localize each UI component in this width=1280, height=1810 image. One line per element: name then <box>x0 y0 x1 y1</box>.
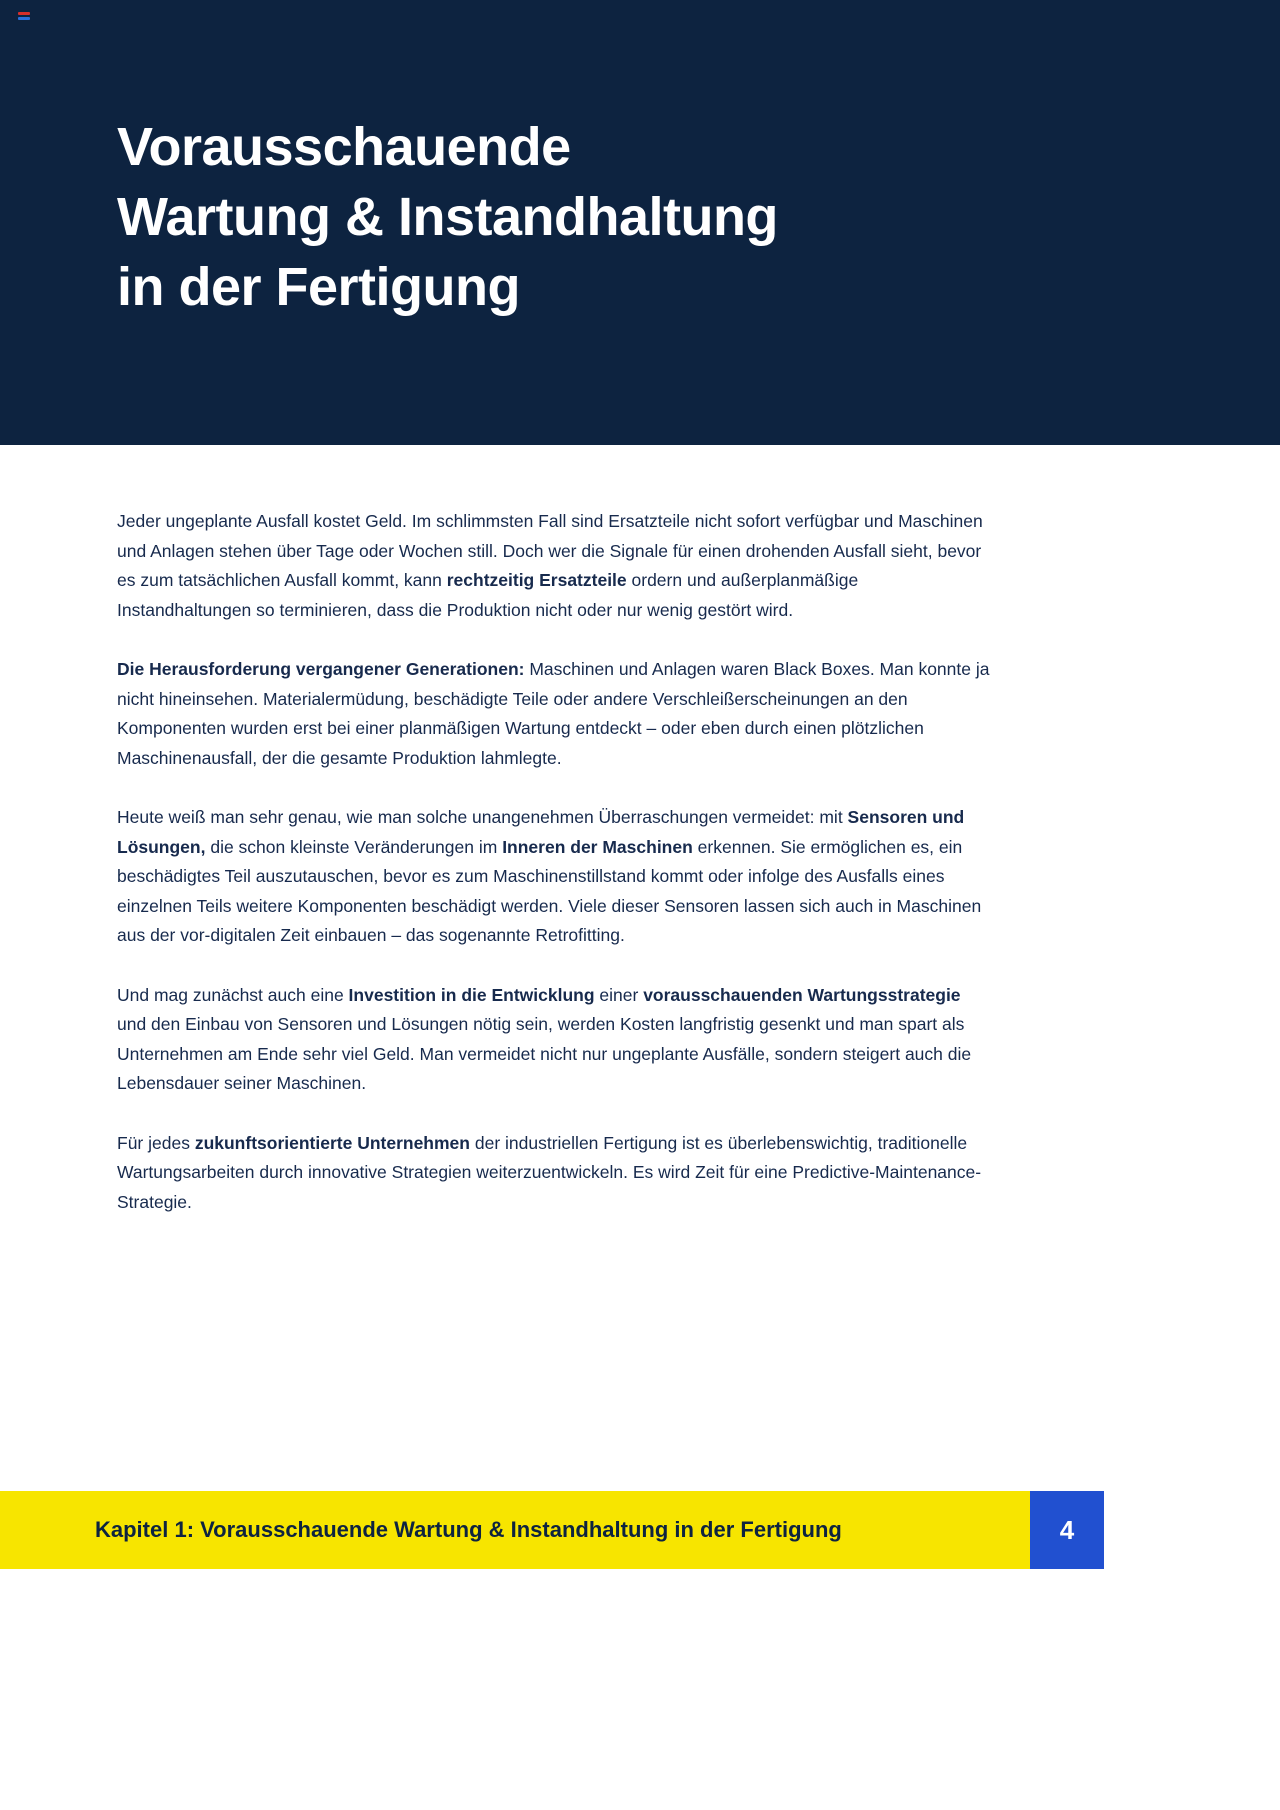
paragraph-run: und den Einbau von Sensoren und Lösungen nötig sein, werden Kosten langfristig gesenkt und man spart als Unternehmen am Ende sehr viel Geld. Man vermeidet nicht nur ungeplante Ausfälle, sondern steigert auch die Lebensdauer seiner Maschinen. <box>117 1014 972 1093</box>
paragraph <box>117 507 990 625</box>
page-title <box>117 112 1200 322</box>
body-content <box>0 445 1280 1217</box>
paragraph-run: Für jedes <box>117 1132 195 1153</box>
paragraph-run: der industriellen Fertigung ist es überlebenswichtig, traditionelle Wartungsarbeiten durch innovative Strategien weiterzuentwickeln. Es wird Zeit für eine Predictive-Maintenance-Strategie. <box>117 1132 982 1212</box>
footer-bar <box>0 1491 1104 1569</box>
page-title-line-2: Wartung & Instandhaltung <box>117 187 778 247</box>
page-title-line-3: in der Fertigung <box>117 257 520 317</box>
paragraph-run: Und mag zunächst auch eine <box>117 984 349 1005</box>
page-number: 4 <box>1059 1514 1075 1545</box>
page-title-line-1: Vorausschauende <box>117 117 571 177</box>
paragraph-run: Heute weiß man sehr genau, wie man solche unangenehmen Überraschungen vermeidet: mit <box>117 807 848 827</box>
paragraph <box>117 803 990 951</box>
paragraph-bold-run: Sensoren und Lösungen, <box>117 807 965 857</box>
logo-bar-red <box>18 12 30 15</box>
paragraph-bold-run: Investition in die Entwicklung <box>348 984 595 1005</box>
paragraph-run: ordern und außerplanmäßige Instandhaltungen so terminieren, dass die Produktion nicht oder nur wenig gestört wird. <box>117 570 859 620</box>
paragraph-run: einer <box>594 984 644 1005</box>
paragraph-bold-run: Die Herausforderung vergangener Generationen: <box>117 659 525 679</box>
paragraph-run: Maschinen und Anlagen waren Black Boxes. Man konnte ja nicht hineinsehen. Materialermüdung, beschädigte Teile oder andere Verschleißerscheinungen an den Komponenten wurden erst bei einer planmäßigen Wartung entdeckt – oder eben durch einen plötzlichen Maschinenausfall, der die gesamte Produktion lahmlegte. <box>117 659 990 768</box>
paragraph <box>117 981 990 1099</box>
paragraph-bold-run: vorausschauenden Wartungsstrategie <box>643 984 961 1005</box>
header-banner <box>0 0 1280 445</box>
logo-icon <box>18 12 30 20</box>
paragraph-bold-run: Inneren der Maschinen <box>502 836 693 857</box>
paragraph-run: erkennen. Sie ermöglichen es, ein beschädigtes Teil auszutauschen, bevor es zum Maschinenstillstand kommt oder infolge des Ausfalls eines einzelnen Teils weitere Komponenten beschädigt werden. Viele dieser Sensoren lassen sich auch in Maschinen aus der vor-digitalen Zeit einbauen – das sogenannte Retrofitting. <box>117 836 982 945</box>
paragraph-bold-run: zukunftsorientierte Unternehmen <box>194 1132 470 1153</box>
paragraph-run: die schon kleinste Veränderungen im <box>205 836 503 857</box>
paragraph-run: Jeder ungeplante Ausfall kostet Geld. Im schlimmsten Fall sind Ersatzteile nicht sofort verfügbar und Maschinen und Anlagen stehen über Tage oder Wochen still. Doch wer die Signale für einen drohenden Ausfall sieht, bevor es zum tatsächlichen Ausfall kommt, kann <box>117 511 983 590</box>
paragraph <box>117 1129 990 1218</box>
paragraph <box>117 655 990 773</box>
page-number-badge <box>1030 1491 1104 1569</box>
paragraph-bold-run: rechtzeitig Ersatzteile <box>446 570 627 590</box>
chapter-label: Kapitel 1: Vorausschauende Wartung & Instandhaltung in der Fertigung <box>95 1517 842 1542</box>
logo-bar-blue <box>18 17 30 20</box>
